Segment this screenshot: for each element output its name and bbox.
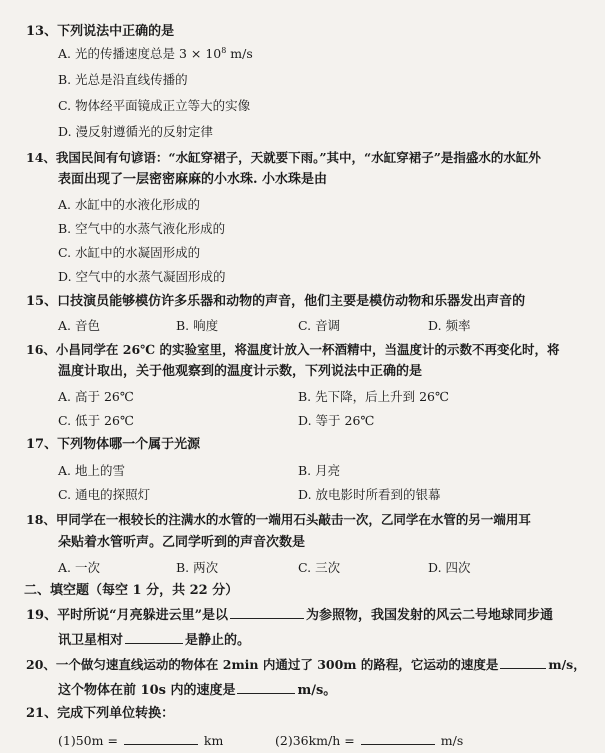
q18-option-b: B. 两次 [176,560,219,575]
q13-option-d: D. 漫反射遵循光的反射定律 [58,124,214,139]
q21-blank-2[interactable] [361,732,435,745]
q13-option-a-text: A. 光的传播速度总是 3 × 10 [58,46,222,61]
q17-option-b: B. 月亮 [298,463,341,478]
q13-option-a [58,46,253,62]
q21-item-2-text: (2)36km/h = [275,733,355,748]
q21-item-1-text: (1)50m = [58,733,118,748]
q14-stem-line2: 表面出现了一层密密麻麻的小水珠. 小水珠是由 [58,172,328,187]
q13-stem: 13、下列说法中正确的是 [26,24,175,39]
q19-line1 [26,606,553,624]
q19-text-4: 是静止的。 [185,633,251,648]
q18-option-a: A. 一次 [58,560,100,575]
q15-option-b: B. 响度 [176,318,219,333]
q13-option-a-exponent: 8 [221,45,227,55]
q16-option-b: B. 先下降，后上升到 26℃ [298,389,449,404]
q19-text-1: 19、平时所说“月亮躲进云里”是以 [26,608,229,623]
q13-option-c: C. 物体经平面镜成正立等大的实像 [58,98,251,113]
q20-text-1: 20、一个做匀速直线运动的物体在 2min 内通过了 300m 的路程，它运动的速度是 [26,657,499,672]
q15-stem: 15、口技演员能够模仿许多乐器和动物的声音，他们主要是模仿动物和乐器发出声音的 [26,294,526,309]
q18-option-c: C. 三次 [298,560,341,575]
q17-option-c: C. 通电的探照灯 [58,487,151,502]
q17-option-d: D. 放电影时所看到的银幕 [298,487,441,502]
q14-option-b: B. 空气中的水蒸气液化形成的 [58,221,226,236]
q16-option-d: D. 等于 26℃ [298,413,375,428]
q21-blank-1[interactable] [124,732,198,745]
q20-blank-1[interactable] [500,656,546,669]
q21-item-2 [275,732,463,749]
q20-text-4: m/s。 [297,683,337,698]
q16-stem-line1: 16、小昌同学在 26℃ 的实验室里，将温度计放入一杯酒精中，当温度计的示数不再变化时，将 [26,342,560,357]
q17-option-a: A. 地上的雪 [58,463,125,478]
q20-line2 [58,681,336,699]
q19-blank-2[interactable] [125,631,183,644]
q18-stem-line1: 18、甲同学在一根较长的注满水的水管的一端用石头敲击一次，乙同学在水管的另一端用耳 [26,512,531,527]
q21-stem: 21、完成下列单位转换： [26,706,175,721]
q19-text-3: 讯卫星相对 [58,633,124,648]
q20-text-3: 这个物体在前 10s 内的速度是 [58,683,236,698]
q13-option-a-unit: m/s [226,46,253,61]
q14-stem-line1: 14、我国民间有句谚语：“水缸穿裙子，天就要下雨。”其中，“水缸穿裙子”是指盛水的水缸外 [26,150,541,165]
q17-stem: 17、下列物体哪一个属于光源 [26,437,201,452]
q18-option-d: D. 四次 [428,560,471,575]
q16-stem-line2: 温度计取出，关于他观察到的温度计示数，下列说法中正确的是 [58,364,423,379]
q20-text-2: m/s， [548,657,586,672]
q13-option-b: B. 光总是沿直线传播的 [58,72,188,87]
q21-item-1-unit: km [203,733,224,748]
q15-option-d: D. 频率 [428,318,471,333]
section-2-title: 二、填空题（每空 1 分，共 22 分） [24,583,239,598]
q14-option-a: A. 水缸中的水液化形成的 [58,197,200,212]
q15-option-a: A. 音色 [58,318,100,333]
q19-blank-1[interactable] [230,606,304,619]
q19-text-2: 为参照物，我国发射的风云二号地球同步通 [306,608,554,623]
q19-line2 [58,631,250,649]
q21-item-2-unit: m/s [440,733,464,748]
q20-blank-2[interactable] [237,681,295,694]
q14-option-d: D. 空气中的水蒸气凝固形成的 [58,269,226,284]
q18-stem-line2: 朵贴着水管听声。乙同学听到的声音次数是 [58,535,306,550]
q16-option-a: A. 高于 26℃ [58,389,134,404]
q21-item-1 [58,732,223,749]
q15-option-c: C. 音调 [298,318,341,333]
q16-option-c: C. 低于 26℃ [58,413,134,428]
q14-option-c: C. 水缸中的水凝固形成的 [58,245,201,260]
q20-line1 [26,656,586,673]
